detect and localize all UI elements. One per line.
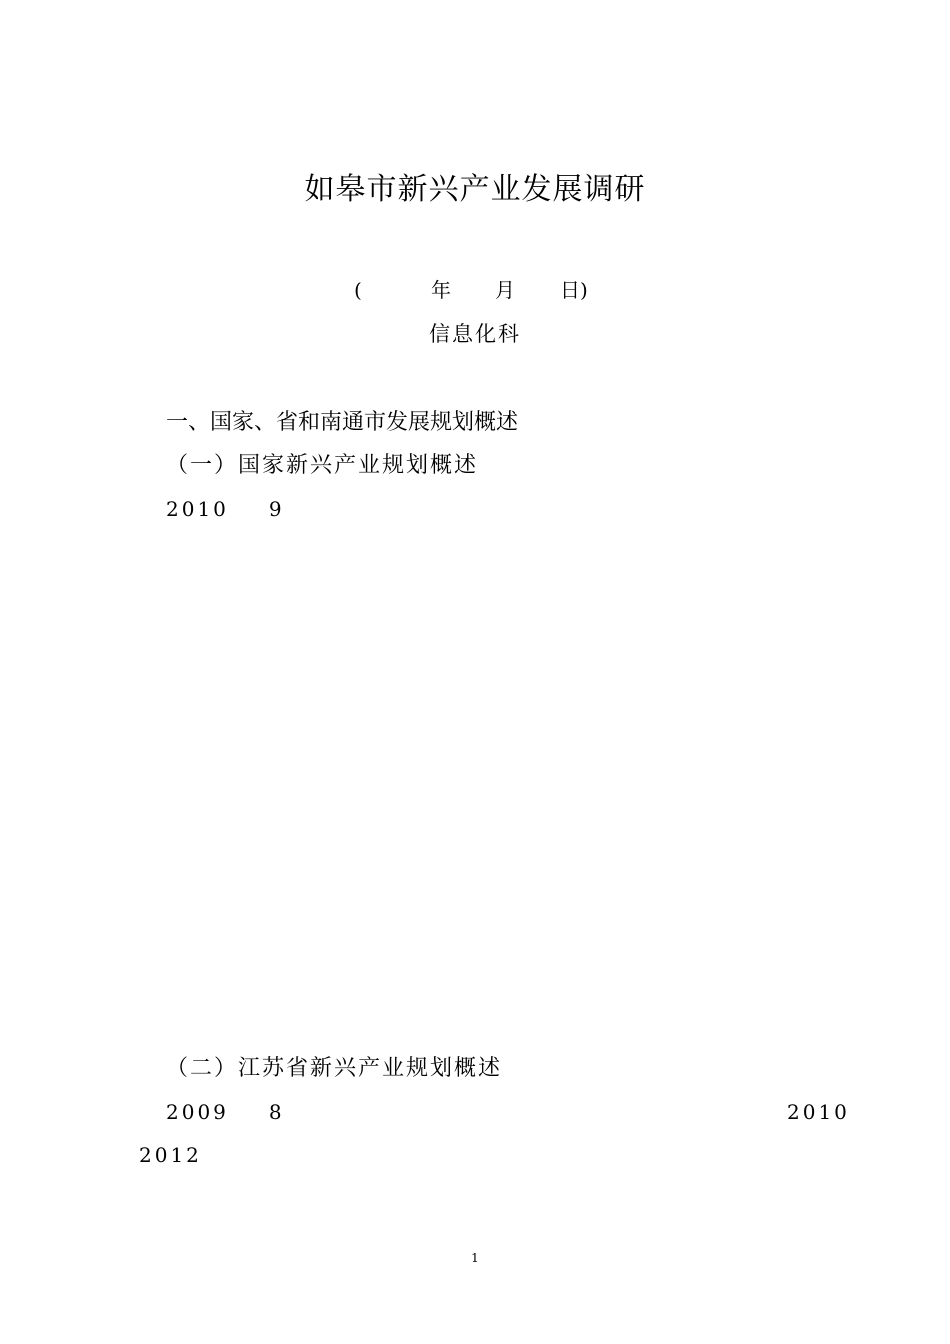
page-number: 1 [471,1251,479,1265]
paragraph-3-line-1-right: 2010 [787,1100,850,1124]
paragraph-1-year: 2010 [166,497,229,521]
paragraph-3-month: 8 [268,1100,285,1124]
paragraph-2-line-1 [166,711,228,739]
date-line [0,275,950,305]
department-name: 信息化科 [429,322,521,346]
paragraph-3-line-2 [115,1141,202,1169]
date-month-label: 月 [495,278,515,302]
paragraph-1-month: 9 [268,497,285,521]
document-title: 如皋市新兴产业发展调研 [304,172,646,207]
date-open-paren: ( [354,278,362,302]
paragraph-3-year: 2009 [166,1100,229,1124]
paragraph-1-line-1 [166,495,285,523]
paragraph-3-year-2012: 2012 [139,1143,202,1167]
date-year-label: 年 [431,278,451,302]
date-day-label: 日) [560,278,588,302]
subsection-heading-2: （二）江苏省新兴产业规划概述 [166,1056,503,1081]
subsection-heading-1: （一）国家新兴产业规划概述 [166,453,479,478]
section-heading-1: 一、国家、省和南通市发展规划概述 [166,410,519,435]
paragraph-3-line-1 [166,1098,285,1126]
